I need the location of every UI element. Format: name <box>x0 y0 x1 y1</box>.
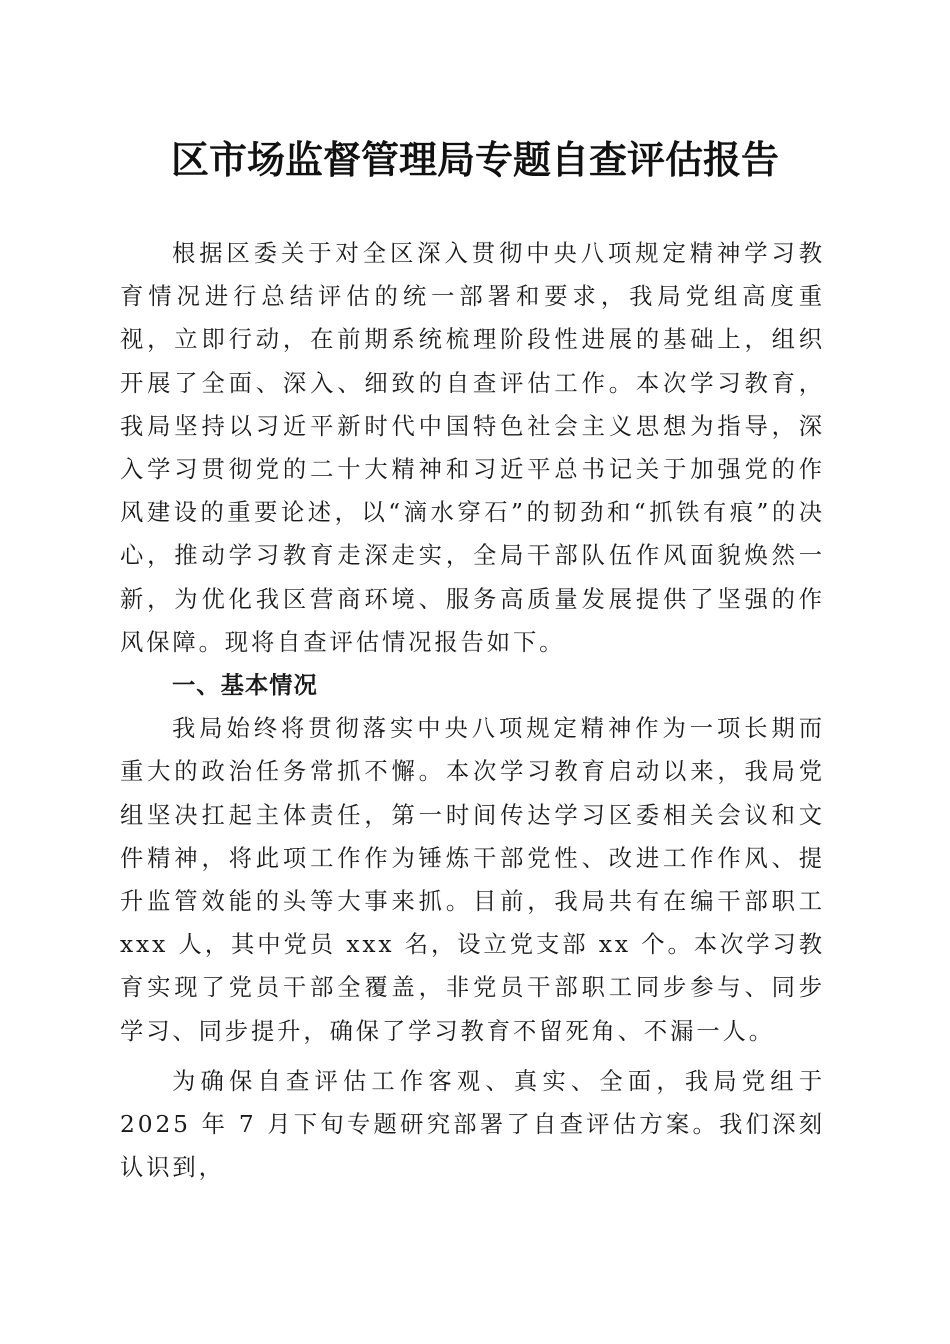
document-body <box>120 232 825 1189</box>
section-heading-basic-situation: 一、基本情况 <box>172 672 318 700</box>
evaluation-plan-paragraph: 为确保自查评估工作客观、真实、全面，我局党组于 2025 年 7 月下旬专题研究部署了自查评估方案。我们深刻认识到， <box>120 1067 825 1182</box>
document-title: 区市场监督管理局专题自查评估报告 <box>170 137 779 182</box>
intro-paragraph: 根据区委关于对全区深入贯彻中央八项规定精神学习教育情况进行总结评估的统一部署和要求，我局党组高度重视，立即行动，在前期系统梳理阶段性进展的基础上，组织开展了全面、深入、细致的自查评估工作。本次学习教育，我局坚持以习近平新时代中国特色社会主义思想为指导，深入学习贯彻党的二十大精神和习近平总书记关于加强党的作风建设的重要论述，以“滴水穿石”的韧劲和“抓铁有痕”的决心，推动学习教育走深走实，全局干部队伍作风面貌焕然一新，为优化我区营商环境、服务高质量发展提供了坚强的作风保障。现将自查评估情况报告如下。 <box>120 240 825 656</box>
paragraph-spacer <box>120 1053 825 1060</box>
basic-situation-paragraph: 我局始终将贯彻落实中央八项规定精神作为一项长期而重大的政治任务常抓不懈。本次学习教育启动以来，我局党组坚决扛起主体责任，第一时间传达学习区委相关会议和文件精神，将此项工作作为锤炼干部党性、改进工作作风、提升监管效能的头等大事来抓。目前，我局共有在编干部职工 xxx 人，其中党员 xxx 名，设立党支部 xx 个。本次学习教育实现了党员干部全覆盖，非党员干部职工同步参与、同步学习、同步提升，确保了学习教育不留死角、不漏一人。 <box>120 715 825 1045</box>
